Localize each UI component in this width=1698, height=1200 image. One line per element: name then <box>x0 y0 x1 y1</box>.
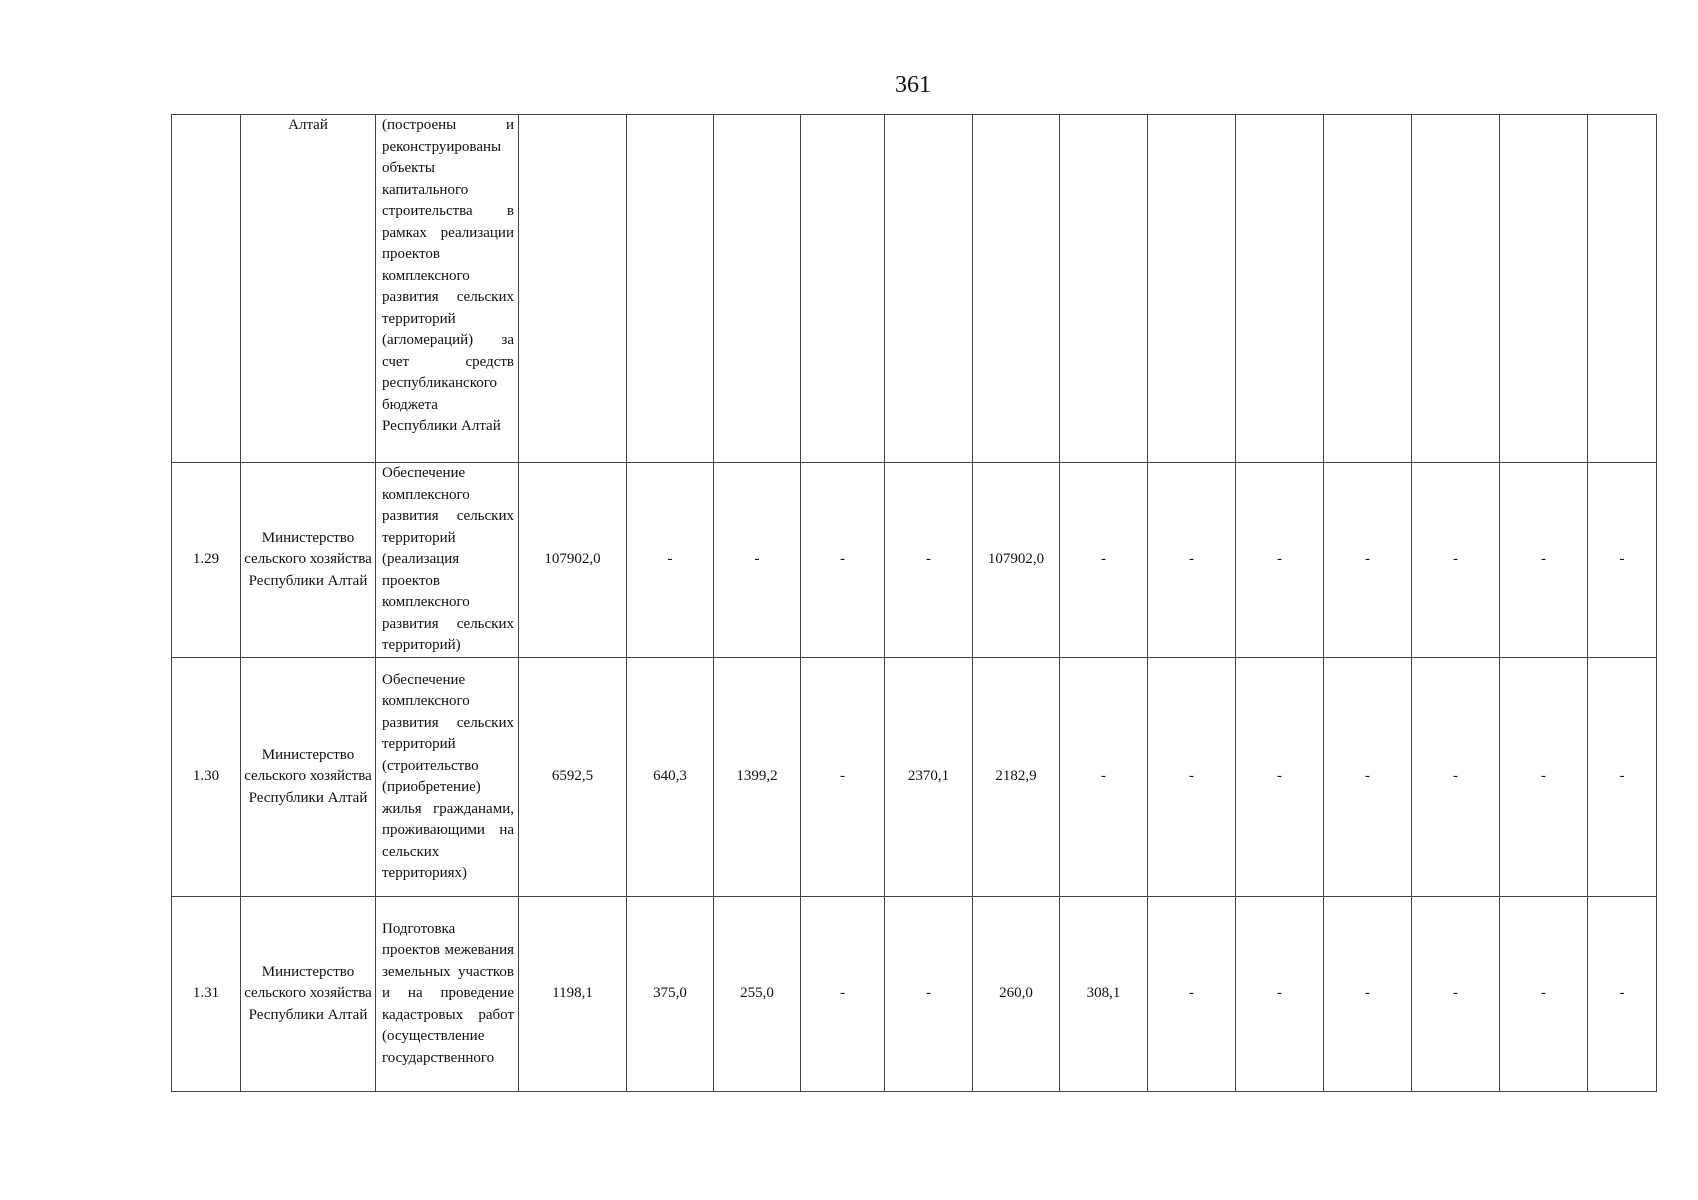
value-cell: - <box>1324 463 1412 658</box>
value-cell <box>627 115 714 463</box>
value-cell: 6592,5 <box>519 658 627 897</box>
value-cell: - <box>1236 897 1324 1092</box>
value-cell <box>1412 115 1500 463</box>
value-cell <box>1148 115 1236 463</box>
value-cell: - <box>1412 658 1500 897</box>
value-cell: - <box>885 897 973 1092</box>
value-cell: 107902,0 <box>973 463 1060 658</box>
value-cell: - <box>1060 463 1148 658</box>
row-description: Обеспечение комплексного развития сельских территорий (строительство (приобретение) жилья гражданами, проживающими на сельских территориях) <box>376 658 519 897</box>
table-row <box>172 897 1657 1092</box>
row-description: Обеспечение комплексного развития сельских территорий (реализация проектов комплексного развития сельских территорий) <box>376 463 519 658</box>
row-owner: Алтай <box>241 115 376 463</box>
value-cell: - <box>1412 897 1500 1092</box>
value-cell: - <box>1060 658 1148 897</box>
value-cell: 107902,0 <box>519 463 627 658</box>
row-owner: Министерство сельского хозяйства Республики Алтай <box>241 897 376 1092</box>
table-row <box>172 115 1657 463</box>
value-cell <box>801 115 885 463</box>
budget-table <box>171 114 1657 1092</box>
row-number: 1.30 <box>172 658 241 897</box>
value-cell: - <box>801 658 885 897</box>
value-cell: 255,0 <box>714 897 801 1092</box>
value-cell <box>1324 115 1412 463</box>
value-cell <box>885 115 973 463</box>
page-number: 361 <box>895 72 931 98</box>
value-cell: 375,0 <box>627 897 714 1092</box>
row-number: 1.29 <box>172 463 241 658</box>
value-cell <box>1588 115 1657 463</box>
row-owner: Министерство сельского хозяйства Республики Алтай <box>241 658 376 897</box>
value-cell: - <box>1236 463 1324 658</box>
value-cell <box>519 115 627 463</box>
value-cell <box>1500 115 1588 463</box>
value-cell: 2182,9 <box>973 658 1060 897</box>
value-cell: - <box>1148 463 1236 658</box>
value-cell <box>973 115 1060 463</box>
value-cell <box>714 115 801 463</box>
row-description: (построены и реконструированы объекты капитального строительства в рамках реализации проектов комплексного развития сельских территорий (агломераций) за счет средств республиканского бюджета Республики Алтай <box>376 115 519 463</box>
value-cell <box>1060 115 1148 463</box>
table-row <box>172 658 1657 897</box>
value-cell: 1399,2 <box>714 658 801 897</box>
value-cell: - <box>1588 658 1657 897</box>
value-cell: - <box>801 897 885 1092</box>
row-description: Подготовка проектов межевания земельных участков и на проведение кадастровых работ (осуществление государственного <box>376 897 519 1092</box>
value-cell: - <box>714 463 801 658</box>
value-cell: - <box>1148 897 1236 1092</box>
value-cell: - <box>1324 658 1412 897</box>
value-cell: 1198,1 <box>519 897 627 1092</box>
value-cell: - <box>1500 897 1588 1092</box>
value-cell: - <box>801 463 885 658</box>
value-cell: - <box>627 463 714 658</box>
value-cell: 2370,1 <box>885 658 973 897</box>
value-cell <box>1236 115 1324 463</box>
row-owner: Министерство сельского хозяйства Республики Алтай <box>241 463 376 658</box>
row-number <box>172 115 241 463</box>
value-cell: 260,0 <box>973 897 1060 1092</box>
value-cell: - <box>1412 463 1500 658</box>
value-cell: - <box>1236 658 1324 897</box>
row-number: 1.31 <box>172 897 241 1092</box>
value-cell: - <box>1500 463 1588 658</box>
value-cell: - <box>1588 897 1657 1092</box>
table-row <box>172 463 1657 658</box>
value-cell: 308,1 <box>1060 897 1148 1092</box>
value-cell: - <box>1148 658 1236 897</box>
value-cell: - <box>1588 463 1657 658</box>
value-cell: - <box>1500 658 1588 897</box>
value-cell: - <box>885 463 973 658</box>
value-cell: - <box>1324 897 1412 1092</box>
value-cell: 640,3 <box>627 658 714 897</box>
